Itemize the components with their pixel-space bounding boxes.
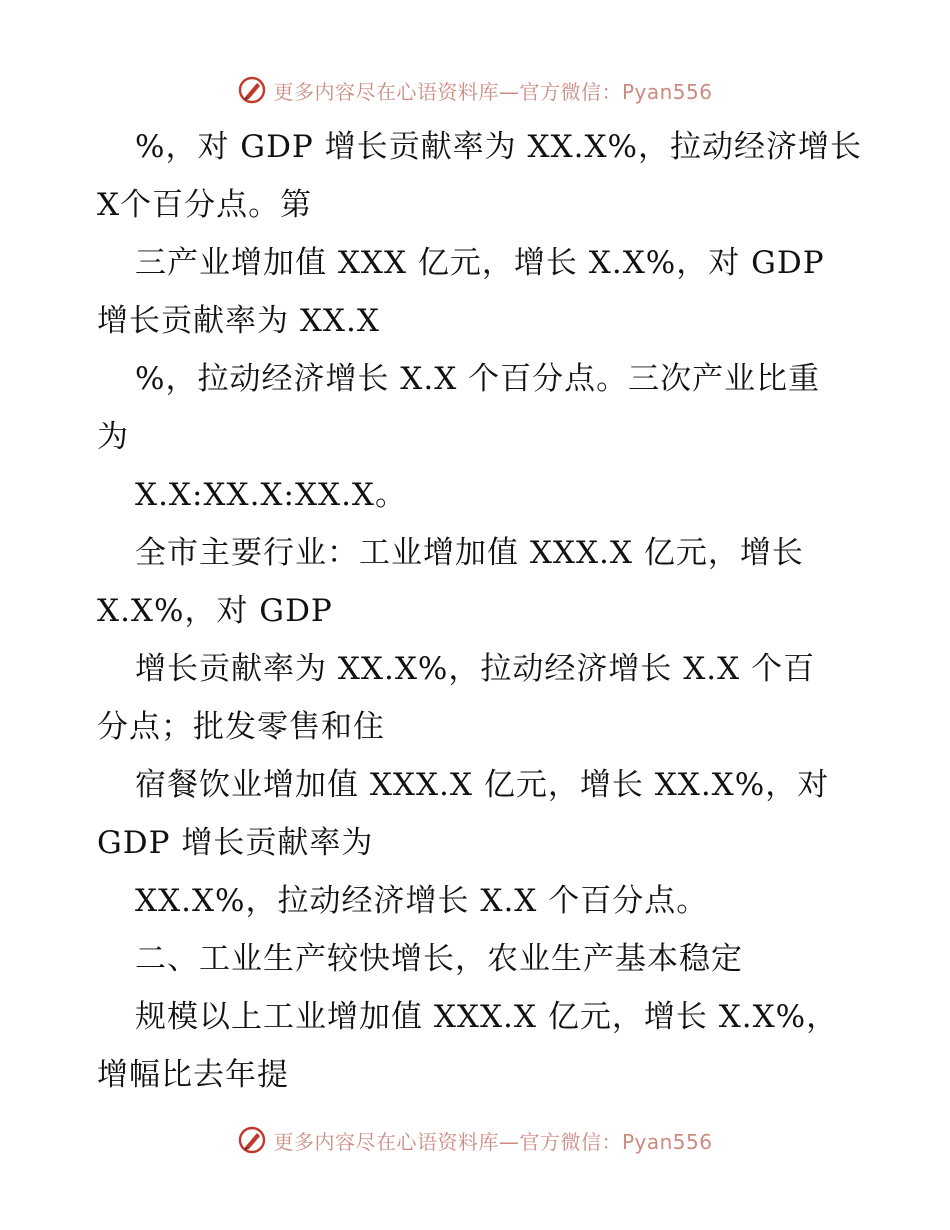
text-line: X.X:XX.X:XX.X。: [135, 477, 408, 513]
header-watermark: [0, 70, 950, 110]
document-body: [97, 118, 863, 1104]
text-line: 为: [97, 419, 129, 455]
pen-logo-icon: [237, 1125, 267, 1155]
text-line: 增长贡献率为 XX.X: [97, 303, 380, 339]
watermark-text: 更多内容尽在心语资料库—官方微信：Pyan556: [273, 79, 713, 104]
text-line: 增幅比去年提: [97, 1057, 289, 1093]
text-line: 全市主要行业：工业增加值 XXX.X 亿元，增长: [135, 535, 804, 571]
footer-watermark: [0, 1120, 950, 1160]
text-line: X个百分点。第: [97, 187, 313, 223]
text-line: XX.X%，拉动经济增长 X.X 个百分点。: [135, 883, 709, 919]
text-line: 分点；批发零售和住: [97, 709, 385, 745]
section-heading: 二、工业生产较快增长，农业生产基本稳定: [135, 941, 743, 977]
text-line: %，对 GDP 增长贡献率为 XX.X%，拉动经济增长: [135, 129, 863, 165]
text-line: GDP 增长贡献率为: [97, 825, 374, 861]
text-line: 三产业增加值 XXX 亿元，增长 X.X%，对 GDP: [135, 245, 825, 281]
text-line: 增长贡献率为 XX.X%，拉动经济增长 X.X 个百: [135, 651, 816, 687]
text-line: 宿餐饮业增加值 XXX.X 亿元，增长 XX.X%，对: [135, 767, 830, 803]
text-line: X.X%，对 GDP: [97, 593, 333, 629]
text-line: %，拉动经济增长 X.X 个百分点。三次产业比重: [135, 361, 821, 397]
pen-logo-icon: [237, 75, 267, 105]
text-line: 规模以上工业增加值 XXX.X 亿元，增长 X.X%，: [135, 999, 839, 1035]
watermark-text: 更多内容尽在心语资料库—官方微信：Pyan556: [273, 1129, 713, 1154]
